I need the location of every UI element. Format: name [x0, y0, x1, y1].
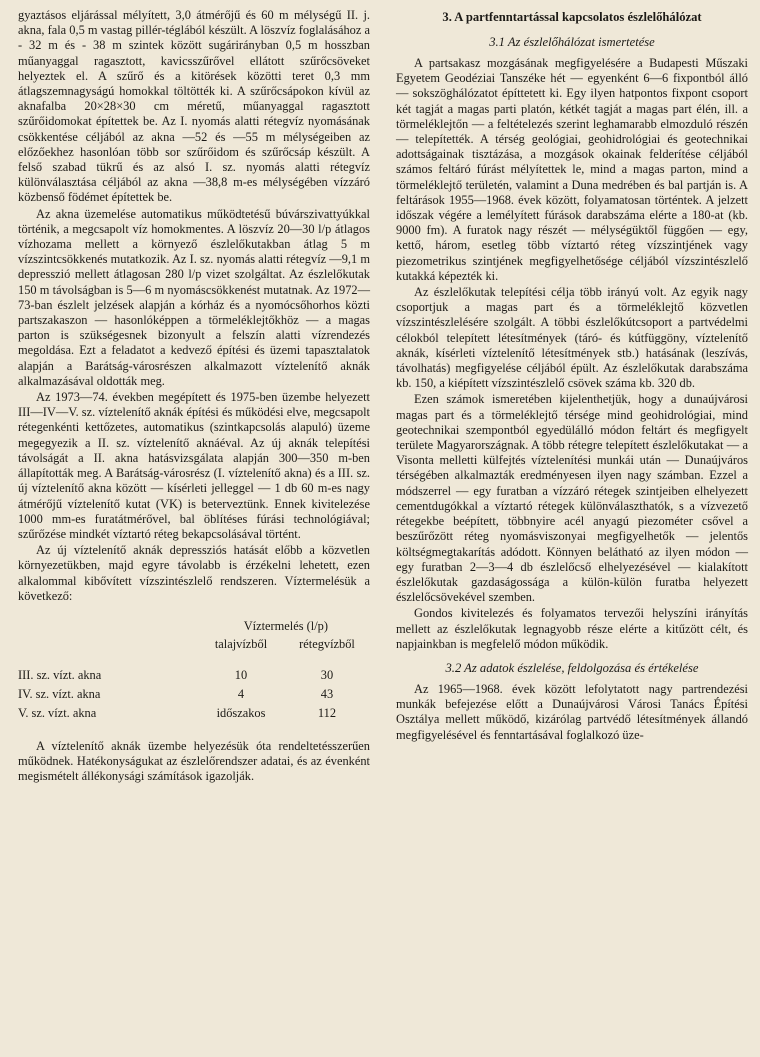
right-paragraph-2: Az észlelőkutak telepítési célja több irányú volt. Az egyik nagy csoportjuk a magas part és a törmeléklejtő közvetlen vízszintészlelésére szolgált. A többi észlelőkútcsoport a partvédelmi célokból telepített létesítmények (táró- és kútfüggöny, víztelenítő aknák, kísérleti víztelenítő létesítmények stb.) hatásának (leszívás, távolhatás) megfigyelése céljából épült. Az észlelőkutak darabszáma kb. 150, a kiépített vízszintészlelő csövek száma kb. 320 db.	[396, 285, 748, 391]
row-label: III. sz. vízt. akna	[18, 667, 102, 682]
talajviz-value: 4	[237, 686, 245, 701]
left-paragraph-2: Az akna üzemelése automatikus működtetésű búvárszivattyúkkal történik, a megcsapolt víz homokmentes. A löszvíz 20—30 l/p átlagos vízhozama mellett a környező észlelőkutakban átlag 5 m vízszintcsökkenés mutatkozik. Az I. sz. nyomás alatti rétegvíz —9,1 m depresszió mellett átlagosan 280 l/p vizet szolgáltat. Az észlelőkutak 150 m távolságban is 5—6 m nyomáscsökkenést mutatnak. Az 1972—73-ban észlelt jelzések alapján a kórház és a nyomócsőhorhos közti partszakaszon — hasonlóképpen a törmeléklejtőkhöz — a magas parton is szükségesnek bizonyult a felszín alatti vízrendezés megoldása. Ezt a feladatot a kedvező építési és üzemi tapasztalatok alapján a Barátság-városrészen alkalmazott víztelenítő aknák alkalmazásával oldották meg.	[18, 206, 370, 388]
section-title: 3. A partfenntartással kapcsolatos észlelőhálózat	[442, 10, 702, 24]
table-caption: Víztermelés (l/p)	[243, 618, 328, 633]
table-header-row	[18, 635, 370, 654]
talajviz-value: 10	[234, 667, 248, 682]
right-paragraph-5: Az 1965—1968. évek között lefolytatott nagy partrendezési munkák befejezése előtt a Dunaújvárosi Városi Tanács Építési Osztálya mellett működő, kizárólag partvédő létesítmények állandó megfigyelésével és fenntartásával foglalkozó üze-	[396, 681, 748, 742]
left-paragraph-3: Az 1973—74. években megépített és 1975-ben üzembe helyezett III—IV—V. sz. víztelenítő aknák építési és működési elve, megcsapolt rétegenkénti kettőzetes, automatikus (szintkapcsolás alapuló) üzeme megegyezik a II. sz. víztelenítő aknáéval. Az új aknák telepítési távolságát a II. akna hatásvizsgálata alapján 300—350 m-ben állapították meg. A Barátság-városrész (I. víztelenítő akna) és a III. sz. új víztelenítő akna között — kísérleti jelleggel — 1 db 60 m-es nagy átmérőjű víztelenítő kutat (VK) is beterveztünk. Ennek kivitelezése 1000 mm-es furatátmérővel, bal öblítéses fúrási technológiával; szűrőzése mindkét víztartó réteg bekapcsolásával történt.	[18, 390, 370, 541]
subsection-title-3-1: 3.1 Az észlelőhálózat ismertetése	[489, 35, 655, 49]
left-column	[18, 8, 370, 1057]
water-production-table	[18, 618, 370, 723]
table-caption-row	[18, 618, 370, 635]
left-paragraph-5: A víztelenítő aknák üzembe helyezésük óta rendeltetésszerűen működnek. Hatékonyságukat az észlelőrendszer adatai, és az évenként megismételt állékonysági számítások igazolják.	[18, 738, 370, 784]
right-paragraph-3: Ezen számok ismeretében kijelenthetjük, hogy a dunaújvárosi magas part és a törmeléklejtő térsége mind geohidrológiai, mind geotechnikai szempontból egyedülálló módon feltárt és megfigyelt területe Magyarországnak. A több rétegre telepített észlelőkutakat — a Visonta melletti külfejtés víztelenítési munkái után — Dunaújváros térségében alkalmazták eredményesen ilyen nagy számban. Ezzel a módszerrel — egy furatban a vízzáró rétegek szintjeiben elhelyezett cementdugókkal a víztartó rétegek különválaszthatók, s a vízvezető rétegekbe beépített, többnyire acél anyagú piezométer csővel a beszűrőzött réteg nyomásviszonyai megfigyelhetők — jelentős költségmegtakarítás adódott. Könnyen belátható az ilyen módon — egy furatban 2—3—4 db észlelőcső elhelyezésével — kialakított észlelőkutak gazdaságossága a külön-külön furatba helyezett észlelőcsövekével szemben.	[396, 392, 748, 605]
left-paragraph-1: gyaztásos eljárással mélyített, 3,0 átmérőjű és 60 m mélységű II. j. akna, fala 0,5 m vastag pillér-téglából készült. A löszvíz foglalásához a - 32 m és - 38 m szintek között sugárirányban 0,5 m hosszban műanyaggal ragasztott, kavicsszűrővel ellátott szűrőcsöveket helyeztek el. A szűrő és a kitörések közötti teret 0,3 mm átlagszemnagyságú homokkal töltötték ki. A szűrőcsápokon kívül az aknafalba 20×28×30 cm méretű, műanyaggal ragasztott szűrőidomokat építettek be. Az I. nyomás alatti rétegvíz nyomásának csökkentése céljából az akna —52 és —55 m mélységeiben az előzőekhez hasonlóan több sor szűrőidom és szűrőcsáp készült. A felső szabad tükrű és az alsó I. sz. nyomás alatti rétegvíz különválasztása céljából az akna —38,8 m-es mélységében vízzáró közbenső födémet építettek be.	[18, 8, 370, 205]
left-paragraph-4: Az új víztelenítő aknák depressziós hatását előbb a közvetlen környezetükben, majd egyre távolabb is érzékelni lehetett, ezen alkalommal kibővített vízszintészlelő rendszeren. Víztermelésük a következő:	[18, 543, 370, 603]
right-paragraph-1: A partsakasz mozgásának megfigyelésére a Budapesti Műszaki Egyetem Geodéziai Tanszéke hét — egyenként 6—6 fixpontból álló — sokszöghálózatot építtetett ki. Egy ilyen hatpontos fixpont csoport két tagját a magas parti platón, kétkét tagját a magas part élén, ill. a törmeléklejtőn — a feltételezés szerint leghamarabb elmozduló részén — telepítették. A térség geológiai, geohidrológiai és geotechnikai adottságainak tisztázása, a mozgások okainak felderítése céljából számos feltáró fúrást mélyítettek le, mind a magas parton, mind a törmeléklejtő területén, valamint a Duna medrében és bal partján is. A feltárások 1955—1968. évek között, folyamatosan történtek. A jelzett időszak végére a lemélyített fúrások darabszáma elérte a 180-at (kb. 9000 fm). A furatok nagy részét — mélységüktől függően — egy, kettő, három, esetleg több víztartó réteg vízszintjének vagy piezometrikus szintjének megfigyelhetősége céljából vízszintészlelő kutakká képezték ki.	[396, 56, 748, 283]
retegviz-value: 112	[317, 705, 337, 720]
row-label: IV. sz. vízt. akna	[18, 686, 101, 701]
subsection-title-3-2: 3.2 Az adatok észlelése, feldolgozása és értékelése	[445, 660, 699, 675]
talajviz-value: időszakos	[216, 705, 266, 720]
table-row	[18, 666, 370, 685]
column-header-talajviz: talajvízből	[214, 636, 268, 651]
right-paragraph-4: Gondos kivitelezés és folyamatos tervezői helyszíni irányítás mellett az észlelőkutak legnagyobb része elérte a kitűzött célt, és napjainkban is megfelelő módon működik.	[396, 606, 748, 651]
retegviz-value: 30	[320, 667, 334, 682]
row-label: V. sz. vízt. akna	[18, 705, 97, 720]
table-row	[18, 704, 370, 723]
right-column	[396, 8, 748, 1057]
table-row	[18, 685, 370, 704]
column-header-retegviz: rétegvízből	[299, 636, 355, 651]
retegviz-value: 43	[320, 686, 334, 701]
